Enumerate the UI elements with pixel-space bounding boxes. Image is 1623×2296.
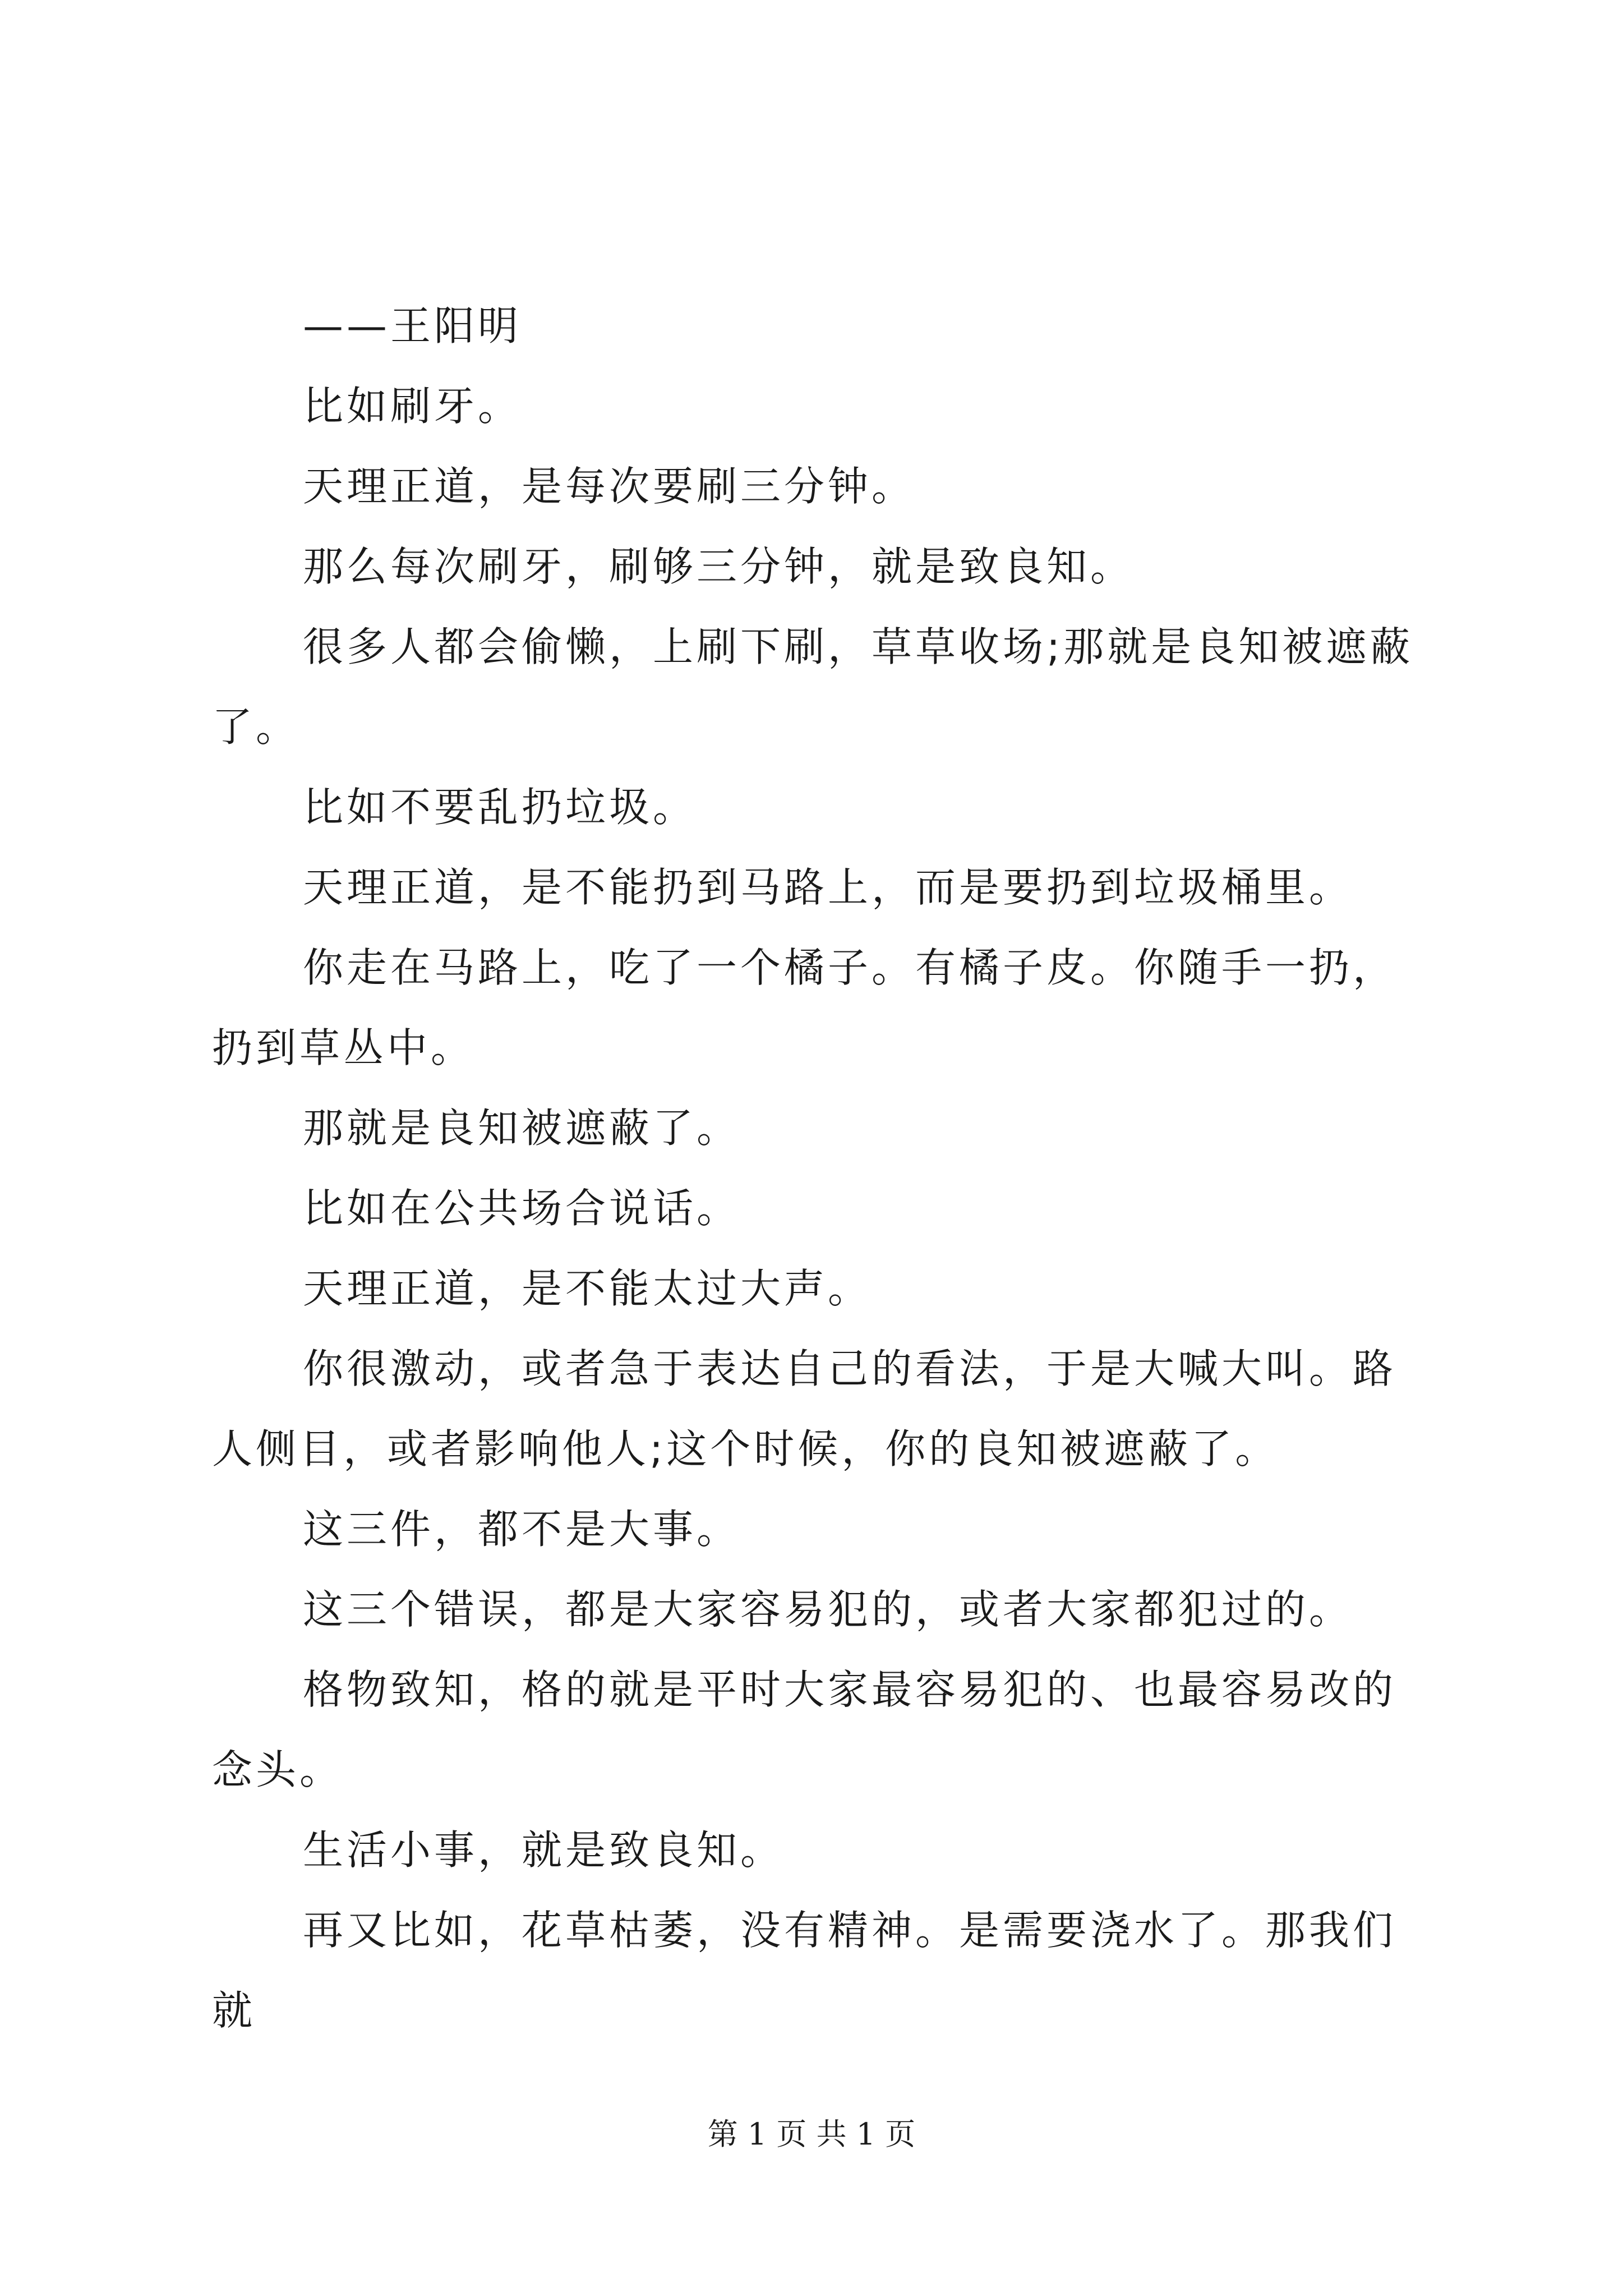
paragraph: 这三个错误，都是大家容易犯的，或者大家都犯过的。 bbox=[303, 1586, 1353, 1633]
paragraph: 那么每次刷牙，刷够三分钟，就是致良知。 bbox=[303, 543, 1135, 590]
attribution: ——王阳明 bbox=[303, 302, 522, 349]
paragraph: 天理正道，是不能扔到马路上，而是要扔到垃圾桶里。 bbox=[303, 864, 1353, 911]
paragraph: 再又比如，花草枯萎，没有精神。是需要浇水了。那我们就 bbox=[212, 1907, 1397, 2034]
paragraph: 这三件，都不是大事。 bbox=[303, 1506, 741, 1553]
paragraph: 天理正道，是每次要刷三分钟。 bbox=[303, 463, 916, 510]
paragraph: 生活小事，就是致良知。 bbox=[303, 1826, 785, 1874]
paragraph: 很多人都会偷懒，上刷下刷，草草收场;那就是良知被遮蔽了。 bbox=[212, 623, 1414, 751]
body-text bbox=[212, 286, 1435, 2051]
paragraph: 天理正道，是不能太过大声。 bbox=[303, 1265, 872, 1312]
paragraph: 比如在公共场合说话。 bbox=[303, 1185, 741, 1232]
paragraph: 格物致知，格的就是平时大家最容易犯的、也最容易改的念头。 bbox=[212, 1666, 1397, 1793]
page-footer: 第 1 页 共 1 页 bbox=[707, 2116, 916, 2152]
paragraph: 你很激动，或者急于表达自己的看法，于是大喊大叫。路人侧目，或者影响他人;这个时候，你的良知被遮蔽了。 bbox=[212, 1345, 1397, 1473]
paragraph: 那就是良知被遮蔽了。 bbox=[303, 1105, 741, 1152]
paragraph: 比如不要乱扔垃圾。 bbox=[303, 784, 697, 831]
paragraph: 比如刷牙。 bbox=[303, 383, 522, 430]
paragraph: 你走在马路上，吃了一个橘子。有橘子皮。你随手一扔，扔到草丛中。 bbox=[212, 944, 1397, 1071]
